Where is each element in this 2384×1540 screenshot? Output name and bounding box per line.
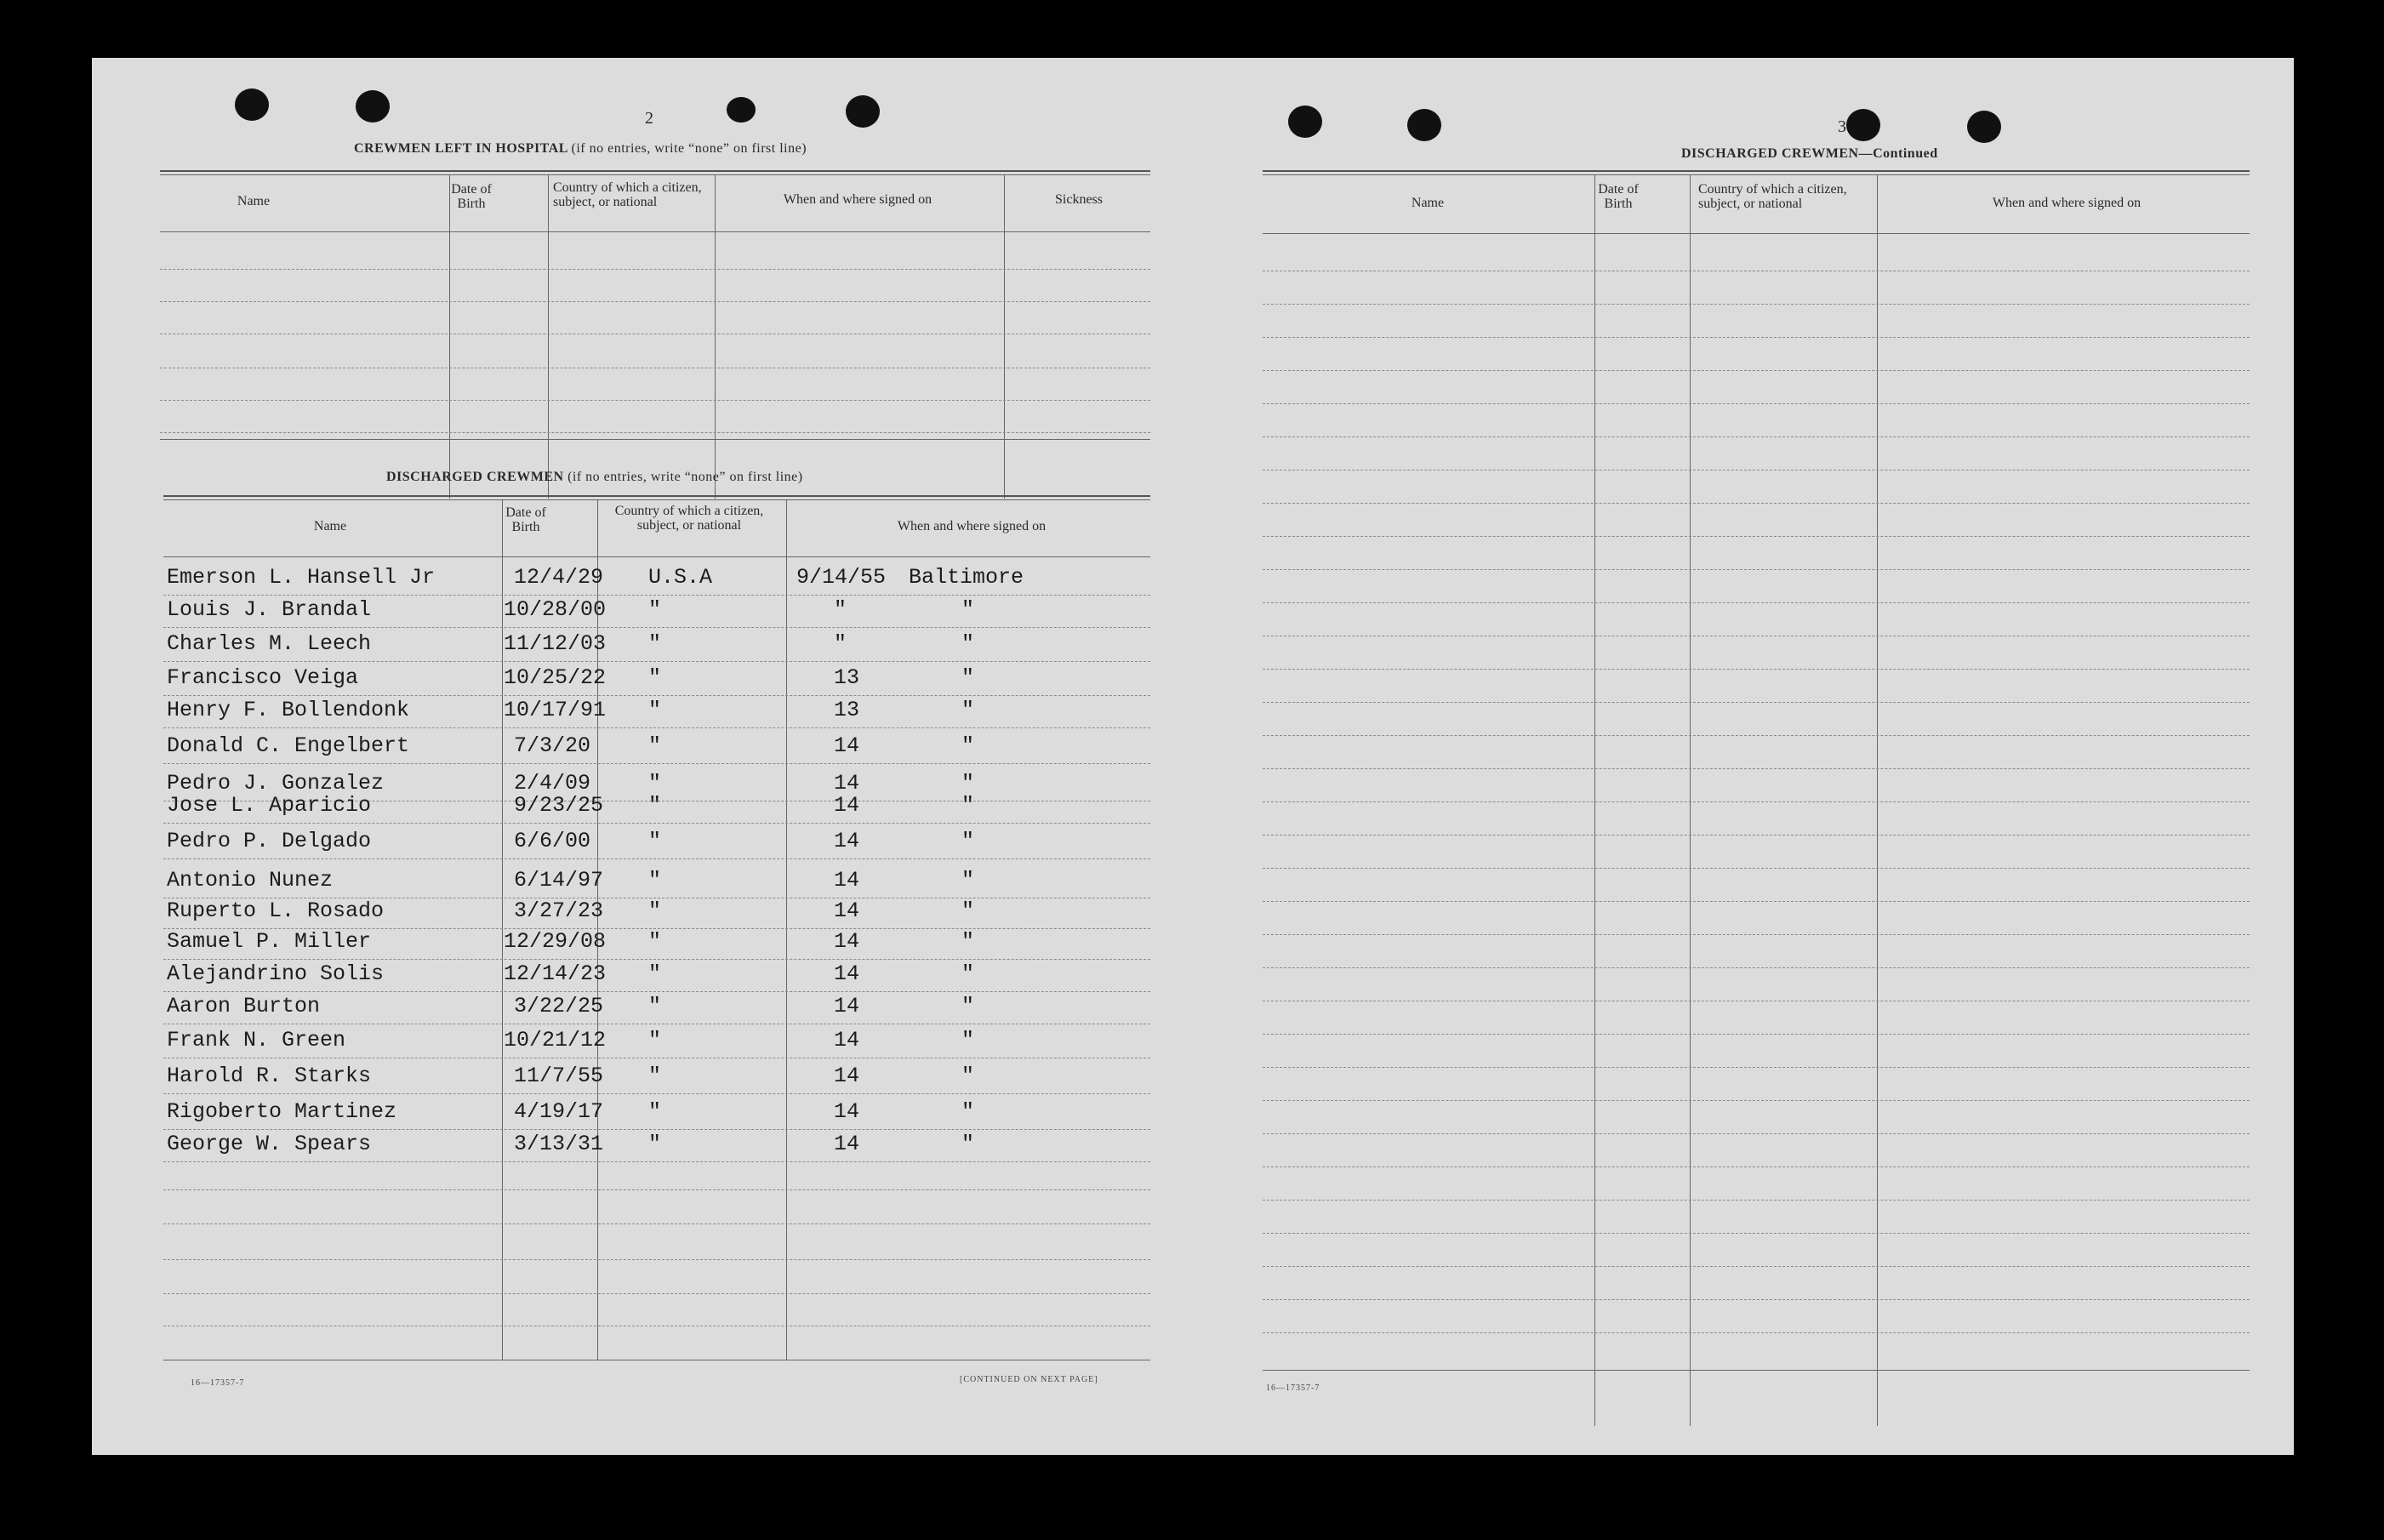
table-row [92, 664, 1198, 696]
blank-line [1263, 536, 2250, 537]
cell-dob: 3/22/25 [514, 994, 604, 1018]
cell-date: 14 [834, 961, 860, 986]
blank-line [1263, 436, 2250, 437]
discharged-top-rule [163, 495, 1150, 497]
blank-line [1263, 868, 2250, 869]
blank-line [1263, 1034, 2250, 1035]
cell-place: " [961, 1132, 975, 1156]
cell-name: Antonio Nunez [167, 868, 334, 893]
cell-country: " [648, 829, 662, 853]
hospital-top-rule [160, 170, 1150, 172]
cell-name: George W. Spears [167, 1132, 372, 1156]
cell-date: " [834, 631, 847, 656]
hospital-top-rule-2 [160, 174, 1150, 175]
cell-date: 14 [834, 994, 860, 1018]
table-row [92, 992, 1198, 1024]
cell-country: " [648, 597, 662, 622]
page-left [92, 58, 1198, 1455]
blank-line [1263, 1332, 2250, 1333]
cell-date: 14 [834, 793, 860, 818]
table-row [92, 960, 1198, 992]
table-row [92, 1130, 1198, 1162]
blank-line [1263, 337, 2250, 338]
blank-line [1263, 967, 2250, 968]
hospital-bottom-rule [160, 439, 1150, 440]
cell-dob: 10/25/22 [504, 665, 607, 690]
blank-line [163, 1223, 1150, 1224]
cell-date: 14 [834, 733, 860, 758]
blank-line [160, 301, 1150, 302]
discharged-header-rule [163, 556, 1150, 557]
blank-line [1263, 370, 2250, 371]
blank-line [1263, 669, 2250, 670]
punch-hole [1967, 111, 2001, 143]
cell-date: 13 [834, 698, 860, 722]
cell-name: Jose L. Aparicio [167, 793, 372, 818]
cell-date: 14 [834, 1099, 860, 1124]
hospital-col-country: Country of which a citizen, subject, or national [553, 180, 702, 209]
blank-line [1263, 1233, 2250, 1234]
discharged-section-title [386, 470, 803, 485]
cell-country: " [648, 698, 662, 722]
punch-hole [356, 90, 390, 123]
page-number: 3 [1838, 117, 1846, 136]
cell-date: 9/14/55 [796, 565, 887, 590]
right-header-rule [1263, 233, 2250, 234]
blank-line [1263, 403, 2250, 404]
blank-line [1263, 1299, 2250, 1300]
cell-date: 13 [834, 665, 860, 690]
cell-country: " [648, 665, 662, 690]
form-code: 16—17357-7 [191, 1378, 245, 1388]
cell-name: Harold R. Starks [167, 1064, 372, 1088]
punch-hole [1846, 109, 1880, 141]
hospital-section-title [354, 141, 807, 157]
cell-date: 14 [834, 829, 860, 853]
table-row [92, 927, 1198, 960]
cell-place: " [961, 1028, 975, 1052]
cell-name: Samuel P. Miller [167, 929, 372, 954]
hospital-title: CREWMEN LEFT IN HOSPITAL [354, 141, 568, 156]
right-top-rule-2 [1263, 174, 2250, 175]
cell-place: " [961, 868, 975, 893]
cell-dob: 6/6/00 [514, 829, 591, 853]
cell-country: " [648, 929, 662, 954]
blank-line [160, 400, 1150, 401]
discharged-col-signed: When and where signed on [897, 519, 1047, 533]
cell-country: U.S.A [648, 565, 713, 590]
cell-place: " [961, 929, 975, 954]
row-line [163, 858, 1150, 859]
cell-dob: 3/27/23 [514, 898, 604, 923]
col-divider [1004, 175, 1005, 499]
cell-date: 14 [834, 898, 860, 923]
cell-place: " [961, 898, 975, 923]
blank-line [1263, 470, 2250, 471]
right-col-name: Name [1411, 196, 1445, 210]
cell-dob: 10/28/00 [504, 597, 607, 622]
cell-place: " [961, 994, 975, 1018]
table-row [92, 1026, 1198, 1058]
cell-name: Francisco Veiga [167, 665, 359, 690]
table-row [92, 866, 1198, 898]
cell-place: " [961, 771, 975, 796]
blank-line [1263, 1100, 2250, 1101]
cell-dob: 10/17/91 [504, 698, 607, 722]
blank-line [163, 1189, 1150, 1190]
cell-place: " [961, 1099, 975, 1124]
cell-country: " [648, 1099, 662, 1124]
blank-line [160, 269, 1150, 270]
blank-line [1263, 735, 2250, 736]
cell-name: Alejandrino Solis [167, 961, 385, 986]
right-col-country: Country of which a citizen, subject, or national [1698, 182, 1847, 211]
discharged-col-dob: Date of Birth [505, 505, 546, 534]
blank-line [1263, 1067, 2250, 1068]
cell-dob: 12/29/08 [504, 929, 607, 954]
col-divider [1594, 175, 1595, 1426]
cell-dob: 12/4/29 [514, 565, 604, 590]
cell-place: " [961, 793, 975, 818]
cell-name: Donald C. Engelbert [167, 733, 410, 758]
continued-section-title: DISCHARGED CREWMEN—Continued [1681, 146, 1938, 161]
cell-date: 14 [834, 1064, 860, 1088]
col-divider [1690, 175, 1691, 1426]
page-number: 2 [645, 109, 653, 128]
blank-line [1263, 1133, 2250, 1134]
cell-dob: 7/3/20 [514, 733, 591, 758]
cell-place: " [961, 631, 975, 656]
cell-place: Baltimore [909, 565, 1024, 590]
cell-dob: 12/14/23 [504, 961, 607, 986]
blank-line [1263, 1266, 2250, 1267]
blank-line [1263, 1200, 2250, 1201]
row-line [163, 1161, 1150, 1162]
cell-name: Ruperto L. Rosado [167, 898, 385, 923]
discharged-col-country: Country of which a citizen, subject, or national [614, 504, 764, 533]
punch-hole [727, 97, 756, 123]
cell-country: " [648, 994, 662, 1018]
blank-line [1263, 901, 2250, 902]
cell-country: " [648, 961, 662, 986]
cell-name: Pedro P. Delgado [167, 829, 372, 853]
row-line [163, 727, 1150, 728]
cell-date: 14 [834, 1132, 860, 1156]
table-row [92, 630, 1198, 662]
cell-place: " [961, 698, 975, 722]
table-row [92, 791, 1198, 824]
blank-line [163, 1293, 1150, 1294]
blank-line [163, 1259, 1150, 1260]
blank-line [1263, 1166, 2250, 1167]
hospital-col-signed: When and where signed on [783, 192, 932, 207]
blank-line [1263, 801, 2250, 802]
cell-place: " [961, 733, 975, 758]
cell-dob: 3/13/31 [514, 1132, 604, 1156]
punch-hole [235, 88, 269, 121]
row-line [163, 823, 1150, 824]
punch-hole [1407, 109, 1441, 141]
cell-date: 14 [834, 929, 860, 954]
cell-country: " [648, 771, 662, 796]
cell-place: " [961, 829, 975, 853]
discharged-col-name: Name [313, 519, 347, 533]
cell-place: " [961, 597, 975, 622]
punch-hole [846, 95, 880, 128]
table-row [92, 696, 1198, 728]
cell-dob: 10/21/12 [504, 1028, 607, 1052]
cell-country: " [648, 793, 662, 818]
right-col-signed: When and where signed on [1992, 196, 2142, 210]
scanned-document [92, 58, 2294, 1455]
cell-date: 14 [834, 868, 860, 893]
table-row [92, 563, 1198, 596]
table-row [92, 827, 1198, 859]
cell-dob: 2/4/09 [514, 771, 591, 796]
punch-hole [1288, 106, 1322, 138]
blank-line [160, 432, 1150, 433]
cell-dob: 6/14/97 [514, 868, 604, 893]
blank-line [1263, 602, 2250, 603]
row-line [163, 763, 1150, 764]
form-code: 16—17357-7 [1266, 1383, 1320, 1393]
hospital-col-name: Name [237, 194, 271, 208]
hospital-col-dob: Date of Birth [451, 182, 492, 211]
discharged-title: DISCHARGED CREWMEN [386, 470, 564, 484]
cell-date: " [834, 597, 847, 622]
blank-line [1263, 503, 2250, 504]
row-line [163, 661, 1150, 662]
hospital-col-sickness: Sickness [1055, 192, 1103, 207]
cell-name: Henry F. Bollendonk [167, 698, 410, 722]
cell-name: Louis J. Brandal [167, 597, 372, 622]
table-row [92, 1098, 1198, 1130]
row-line [163, 1093, 1150, 1094]
blank-line [1263, 934, 2250, 935]
hospital-title-note: (if no entries, write “none” on first line) [571, 141, 807, 156]
blank-line [1263, 569, 2250, 570]
cell-country: " [648, 631, 662, 656]
cell-name: Emerson L. Hansell Jr [167, 565, 436, 590]
cell-place: " [961, 665, 975, 690]
cell-country: " [648, 1064, 662, 1088]
cell-date: 14 [834, 771, 860, 796]
col-divider [449, 175, 450, 499]
cell-name: Aaron Burton [167, 994, 321, 1018]
cell-country: " [648, 1132, 662, 1156]
cell-dob: 11/12/03 [504, 631, 607, 656]
right-top-rule [1263, 170, 2250, 172]
col-divider [1877, 175, 1878, 1426]
cell-dob: 4/19/17 [514, 1099, 604, 1124]
cell-country: " [648, 898, 662, 923]
blank-line [1263, 702, 2250, 703]
cell-name: Pedro J. Gonzalez [167, 771, 385, 796]
right-col-dob: Date of Birth [1598, 182, 1639, 211]
col-divider [548, 175, 549, 499]
col-divider [715, 175, 716, 499]
cell-country: " [648, 1028, 662, 1052]
cell-place: " [961, 1064, 975, 1088]
table-row [92, 596, 1198, 628]
discharged-title-note: (if no entries, write “none” on first line) [567, 470, 803, 484]
page-right [1198, 58, 2294, 1455]
cell-name: Charles M. Leech [167, 631, 372, 656]
right-bottom-rule [1263, 1370, 2250, 1371]
cell-date: 14 [834, 1028, 860, 1052]
cell-country: " [648, 733, 662, 758]
discharged-top-rule-2 [163, 499, 1150, 500]
table-row [92, 1062, 1198, 1094]
table-row [92, 732, 1198, 764]
cell-dob: 11/7/55 [514, 1064, 604, 1088]
blank-line [1263, 304, 2250, 305]
table-row [92, 897, 1198, 929]
cell-country: " [648, 868, 662, 893]
cell-place: " [961, 961, 975, 986]
blank-line [1263, 768, 2250, 769]
cell-dob: 9/23/25 [514, 793, 604, 818]
cell-name: Frank N. Green [167, 1028, 346, 1052]
cell-name: Rigoberto Martinez [167, 1099, 397, 1124]
blank-line [1263, 835, 2250, 836]
continued-note: [CONTINUED ON NEXT PAGE] [960, 1375, 1098, 1384]
row-line [163, 627, 1150, 628]
hospital-header-rule [160, 231, 1150, 232]
